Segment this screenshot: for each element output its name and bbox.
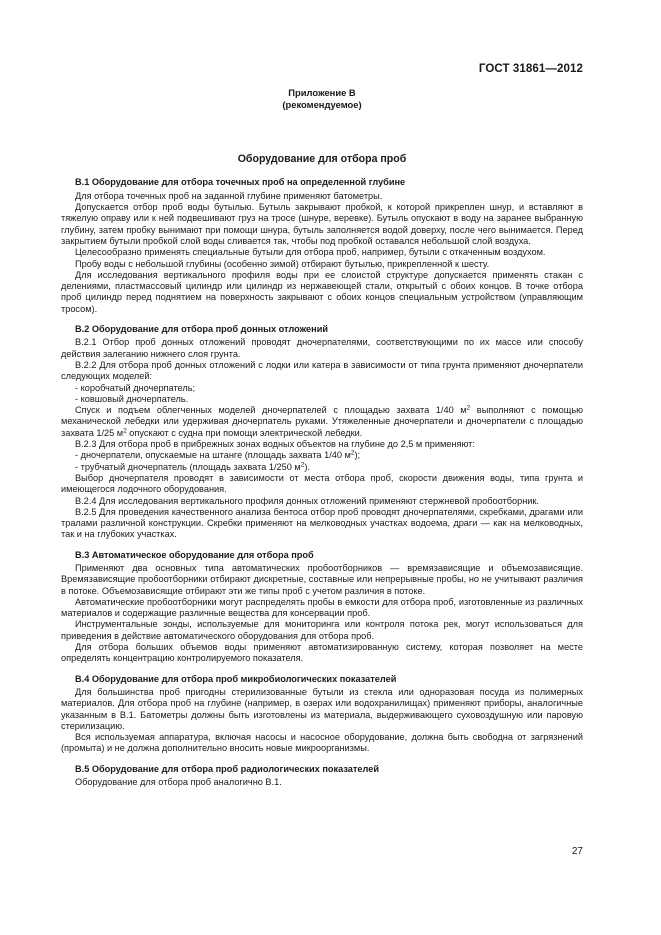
superscript: 2	[350, 449, 355, 457]
paragraph: Целесообразно применять специальные бутыли для отбора проб, например, бутыли с откаченным воздухом.	[75, 247, 546, 258]
paragraph: Для отбора больших объемов воды применяют автоматизированную систему, которая позволяет на месте определять концентрацию контролируемого показателя.	[61, 642, 583, 664]
paragraph: Оборудование для отбора проб аналогично В.1.	[75, 777, 282, 788]
paragraph: В.2.3 Для отбора проб в прибрежных зонах водных объектов на глубине до 2,5 м применяют:	[75, 439, 475, 450]
text-run: выполняют с помощью механической лебедки или удерживая дночерпатель руками. Утяжеленные дночерпатели и дночерпатели с площадью захвата 1/25 м	[61, 405, 584, 438]
main-title: Оборудование для отбора проб	[237, 153, 407, 166]
paragraph: Допускается отбор проб воды бутылью. Бутыль закрывают пробкой, к которой прикреплен шнур, и вставляют в тяжелую оправу или к ней подвешивают груз на тросе (шнуре, веревке). Бутыль опускают в воду на заранее выбранную глубину, затем пробку вынимают при помощи шнура, бутыль заполняется водой доверху, после чего вынимается. Перед закрытием бутыли пробкой слой воды сливается так, чтобы под пробкой оставался небольшой слой воздуха.	[61, 202, 583, 246]
paragraph: Инструментальные зонды, используемые для мониторинга или контроля потока рек, могут использоваться для приведения в действие автоматического оборудования для отбора проб.	[61, 619, 583, 641]
list-item: - ковшовый дночерпатель.	[75, 393, 189, 404]
page-content	[61, 87, 583, 788]
list-item: - коробчатый дночерпатель;	[75, 382, 196, 393]
paragraph: В.2.1 Отбор проб донных отложений проводят дночерпателями, соответствующими по их массе или способу действия залеганию нижнего слоя грунта.	[61, 337, 583, 359]
text-run: - дночерпатели, опускаемые на штанге (площадь захвата 1/40 м	[75, 450, 351, 461]
superscript: 2	[466, 404, 471, 412]
appendix-title: Приложение В	[288, 87, 356, 98]
page-number: 27	[571, 846, 583, 857]
section-heading-b5: В.5 Оборудование для отбора проб радиологических показателей	[75, 763, 379, 774]
appendix-status: (рекомендуемое)	[282, 98, 362, 110]
list-item	[61, 462, 583, 473]
text-run: - трубчатый дночерпатель (площадь захвата 1/250 м	[75, 461, 301, 472]
paragraph: В.2.4 Для исследования вертикального профиля донных отложений применяют стержневой пробоотборник.	[75, 495, 539, 506]
section-heading-b4: В.4 Оборудование для отбора проб микробиологических показателей	[75, 673, 397, 684]
paragraph: В.2.5 Для проведения качественного анализа бентоса отбор проб проводят дночерпателями, скребками, драгами или тралами различной конструкции. Скребки применяют на мелководных участках водоема, драги — как на мелководных, так и на глубоких участках.	[61, 506, 583, 540]
paragraph: Автоматические пробоотборники могут распределять пробы в емкости для отбора проб, изготовленные из различных материалов и содержащие различные вещества для консервации проб.	[61, 596, 583, 619]
paragraph	[61, 405, 583, 439]
list-item	[61, 450, 583, 461]
standard-code: ГОСТ 31861—2012	[478, 63, 583, 75]
paragraph: Вся используемая аппаратура, включая насосы и насосное оборудование, должна быть свободна от загрязнений (промыта) и не должна дополнительно вносить новые микроорганизмы.	[61, 732, 583, 754]
text-run: ).	[304, 461, 310, 472]
paragraph: Для отбора точечных проб на заданной глубине применяют батометры.	[75, 190, 383, 201]
section-heading-b3: В.3 Автоматическое оборудование для отбора проб	[75, 549, 314, 560]
paragraph: Для исследования вертикального профиля воды при ее слоистой структуре допускается применять стакан с делениями, пластмассовый цилиндр или цилиндр из нержавеющей стали, открытый с обоих концов. В точке отбора проб цилиндр перед поднятием на поверхность закрывают с обоих концов специальным устройством (управляющим тросом).	[61, 269, 583, 314]
paragraph: Выбор дночерпателя проводят в зависимости от места отбора проб, скорости движения воды, типа грунта и имеющегося лодочного оборудования.	[61, 472, 583, 495]
text-run: );	[354, 450, 361, 461]
text-run: Спуск и подъем облегченных моделей дночерпателей с площадью захвата 1/40 м	[75, 405, 467, 416]
paragraph: Пробу воды с небольшой глубины (особенно зимой) отбирают бутылью, прикрепленной к шесту.	[75, 258, 490, 269]
paragraph: В.2.2 Для отбора проб донных отложений с лодки или катера в зависимости от типа грунта применяют дночерпатели следующих моделей:	[61, 359, 583, 382]
superscript: 2	[123, 427, 127, 435]
section-heading-b2: В.2 Оборудование для отбора проб донных отложений	[75, 324, 328, 335]
paragraph: Для большинства проб пригодны стерилизованные бутыли из стекла или одноразовая посуда из полимерных материалов. Для отбора проб на глубине (например, в озерах или водохранилищах) применяют приборы, аналогичные указанным в В.1. Батометры должны быть изготовлены из материала, выдерживающего суховоздушную или паровую стерилизацию.	[61, 686, 583, 731]
text-run: опускают с судна при помощи электрической лебедки.	[126, 427, 363, 438]
section-heading-b1: В.1 Оборудование для отбора точечных проб на определенной глубине	[75, 177, 406, 188]
superscript: 2	[300, 461, 305, 469]
paragraph: Применяют два основных типа автоматических пробоотборников — времязависящие и объемозависящие. Времязависящие пробоотборники отбирают дискретные, составные или непрерывные пробы, но не учитывают различия в потоке. Объемозависящие отбирают эти же типы проб с учетом различия в потоке.	[61, 562, 583, 596]
